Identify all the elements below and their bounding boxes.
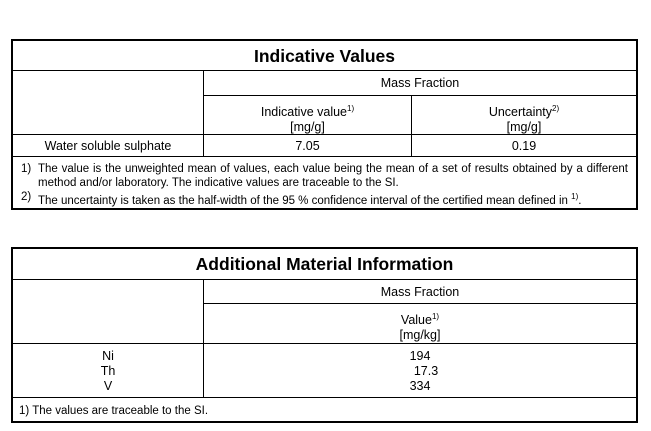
header-block [13,71,636,135]
row-value: 334 [409,379,431,393]
mass-fraction-header: Mass Fraction [203,71,636,96]
mass-fraction-header: Mass Fraction [203,280,636,304]
indicative-values-table [11,39,638,210]
row-uncertainty: 0.19 [411,135,636,156]
additional-material-table [11,247,638,423]
table-title: Indicative Values [13,41,636,71]
footnote: 1) The values are traceable to the SI. [19,405,209,417]
row-name: Water soluble sulphate [44,138,172,153]
row-value: 7.05 [203,135,411,156]
row-name: Ni [102,349,114,363]
indicative-value-header: Indicative value$^{1)}$ [mg/g] [203,96,411,134]
footnote-2: 2) The uncertainty is taken as the half-width of the 95 % confidence interval of the certified mean defined in $^{1)}$. [21,191,582,207]
table-title: Additional Material Information [13,249,636,280]
uncertainty-header: Uncertainty$^{2)}$ [mg/g] [411,96,636,134]
row-value: 17.3 [413,364,439,378]
header-block [13,280,636,344]
row-name: V [103,379,113,393]
footnote-1: 1) The value is the unweighted mean of values, each value being the mean of a set of results obtained by a different method and/or laboratory. The indicative values are traceable to the SI. [21,163,628,189]
value-header: Value$^{1)}$ [mg/kg] [203,304,636,343]
row-name: Th [100,364,116,378]
table-row [13,135,636,157]
data-rows [13,344,636,398]
row-value: 194 [409,349,431,363]
